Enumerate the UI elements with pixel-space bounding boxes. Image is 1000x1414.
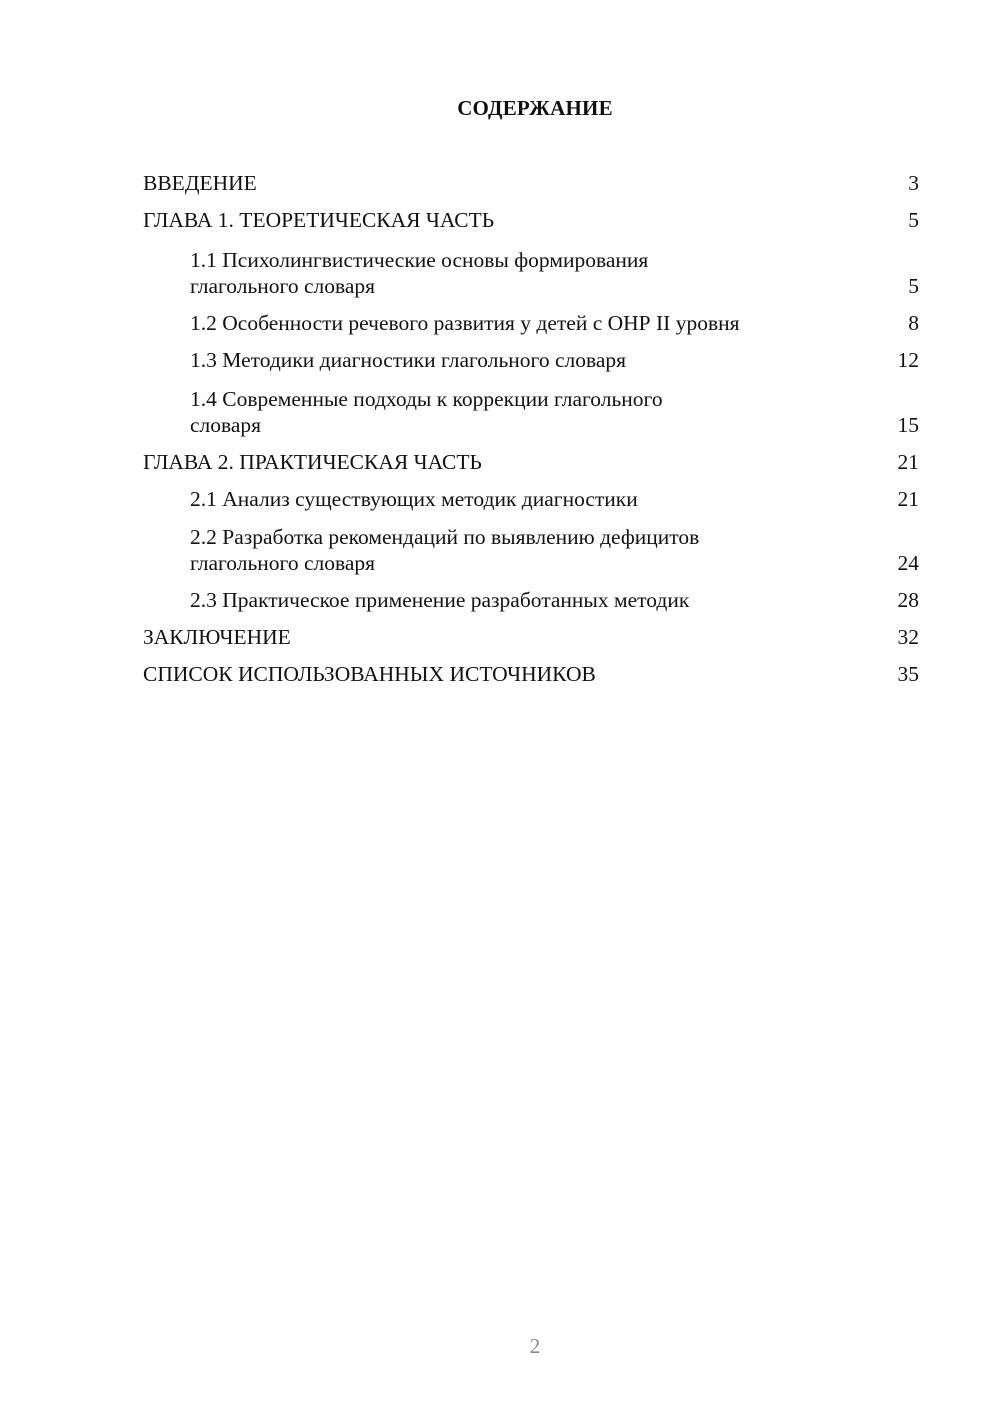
toc-entry-line: глагольного словаря bbox=[190, 274, 376, 298]
toc-entry-line: ГЛАВА 1. ТЕОРЕТИЧЕСКАЯ ЧАСТЬ bbox=[143, 208, 495, 232]
toc-entry-page: 21 bbox=[897, 450, 919, 474]
toc-entry-line: 1.4 Современные подходы к коррекции глагольного bbox=[190, 387, 663, 411]
toc-entry-line: глагольного словаря bbox=[190, 551, 376, 575]
page-number: 2 bbox=[529, 1334, 541, 1358]
toc-entry-line: 1.1 Психолингвистические основы формирования bbox=[190, 248, 649, 272]
toc-entry-line: 1.2 Особенности речевого развития у детей с ОНР II уровня bbox=[190, 311, 740, 335]
toc-entry-title bbox=[190, 486, 638, 512]
toc-entry-line: словаря bbox=[190, 413, 262, 437]
toc-entry-page: 21 bbox=[897, 487, 919, 511]
toc-entry-line: 2.2 Разработка рекомендаций по выявлению дефицитов bbox=[190, 525, 700, 549]
toc-title: СОДЕРЖАНИЕ bbox=[457, 96, 613, 120]
toc-entry-page: 5 bbox=[908, 208, 919, 232]
toc-entry-title bbox=[190, 587, 689, 613]
toc-entry-line: 2.1 Анализ существующих методик диагностики bbox=[190, 487, 638, 511]
toc-entry-page: 3 bbox=[908, 171, 919, 195]
toc-entry-title bbox=[190, 524, 699, 576]
toc-entry-title bbox=[190, 386, 663, 438]
toc-entry-title bbox=[143, 624, 291, 650]
toc-entry-title bbox=[143, 207, 494, 233]
toc-entry-title bbox=[143, 661, 596, 687]
toc-entry-page: 28 bbox=[897, 588, 919, 612]
toc-entry-page: 8 bbox=[908, 311, 919, 335]
toc-entry-page: 12 bbox=[897, 348, 919, 372]
toc-entry-line: ВВЕДЕНИЕ bbox=[143, 171, 257, 195]
toc-entry-line: 2.3 Практическое применение разработанных методик bbox=[190, 588, 690, 612]
toc-entry-title bbox=[143, 449, 482, 475]
toc-entry-title bbox=[190, 347, 626, 373]
toc-entry-line: 1.3 Методики диагностики глагольного словаря bbox=[190, 348, 627, 372]
toc-entry-line: ЗАКЛЮЧЕНИЕ bbox=[143, 625, 291, 649]
toc-entry-page: 5 bbox=[908, 274, 919, 298]
toc-entry-page: 24 bbox=[897, 551, 919, 575]
toc-entry-page: 32 bbox=[897, 625, 919, 649]
toc-entry-title bbox=[143, 170, 257, 196]
toc-entry-line: ГЛАВА 2. ПРАКТИЧЕСКАЯ ЧАСТЬ bbox=[143, 450, 482, 474]
toc-entry-page: 15 bbox=[897, 413, 919, 437]
toc-entry-title bbox=[190, 310, 740, 336]
toc-entry-line: СПИСОК ИСПОЛЬЗОВАННЫХ ИСТОЧНИКОВ bbox=[143, 662, 596, 686]
toc-entry-page: 35 bbox=[897, 662, 919, 686]
toc-entry-title bbox=[190, 247, 648, 299]
